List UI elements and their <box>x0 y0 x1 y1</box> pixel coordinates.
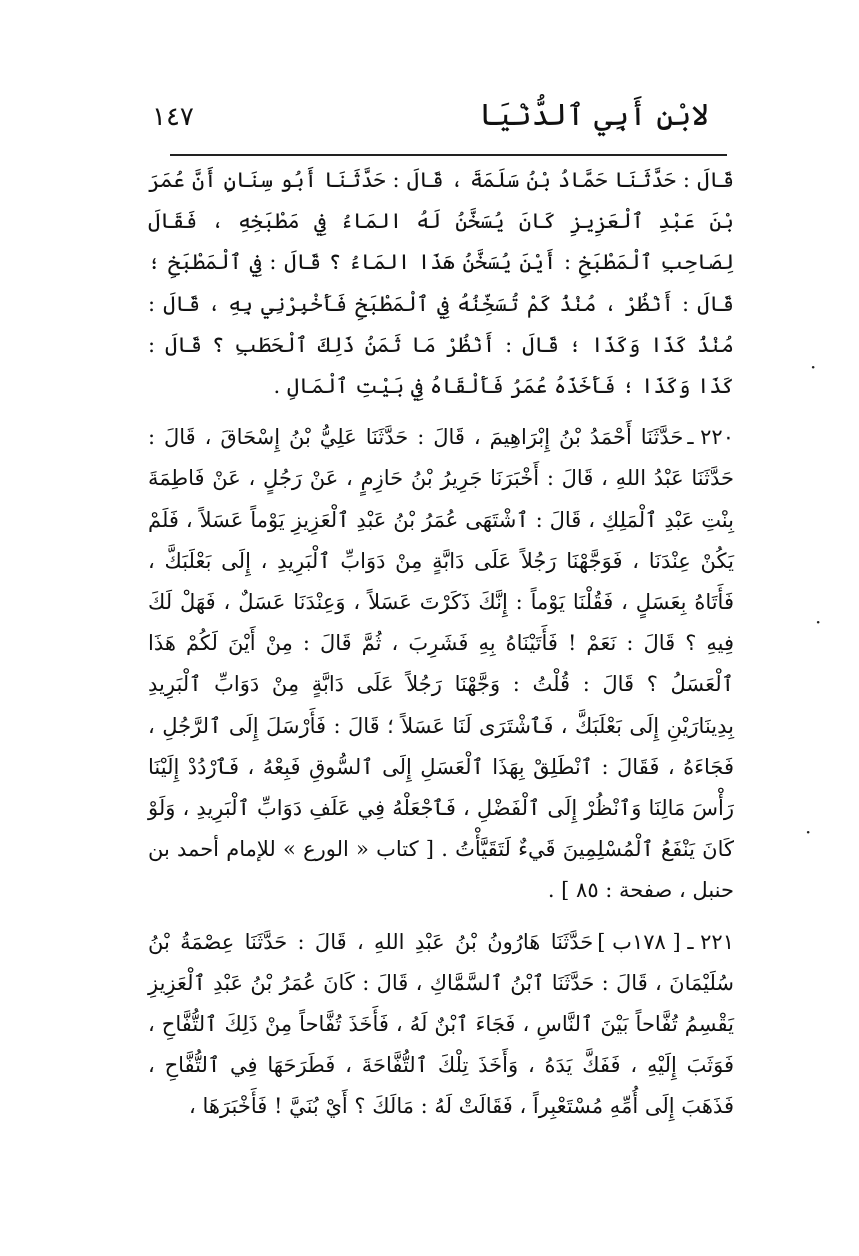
margin-dot-mark: · <box>805 820 812 844</box>
paragraph-221 <box>148 922 734 1128</box>
margin-dot-mark: · <box>815 610 822 634</box>
header-rule <box>170 154 727 156</box>
running-title: لابْنِ أَبِي ٱلدُّنْيَا <box>478 98 709 133</box>
paragraph-text: حَدَّثَنَا أَحْمَدُ بْنُ إِبْرَاهِيمَ ، قَالَ : حَدَّثَنَا عَلِيُّ بْنُ إِسْحَاقَ ، قَالَ : حَدَّثَنَا عَبْدُ اللهِ ، قَالَ : أَخْبَرَنَا جَرِيرُ بْنُ حَازِمٍ ، عَنْ رَجُلٍ ، عَنْ فَاطِمَةَ بِنْتِ عَبْدِ ٱلْمَلِكِ ، قَالَ : ٱشْتَهَى عُمَرُ بْنُ عَبْدِ ٱلْعَزِيزِ يَوْماً عَسَلاً ، فَلَمْ يَكُنْ عِنْدَنَا ، فَوَجَّهْنَا رَجُلاً عَلَى دَابَّةٍ مِنْ دَوَابِّ ٱلْبَرِيدِ ، إِلَى بَعْلَبَكَّ ، فَأَتَاهُ بِعَسَلٍ ، فَقُلْنَا يَوْماً : إِنَّكَ ذَكَرْتَ عَسَلاً ، وَعِنْدَنَا عَسَلٌ ، فَهَلْ لَكَ فِيهِ ؟ قَالَ : نَعَمْ ! فَأَتَيْنَاهُ بِهِ فَشَرِبَ ، ثُمَّ قَالَ : مِنْ أَيْنَ لَكُمْ هَذَا ٱلْعَسَلُ ؟ قَالَ : قُلْتُ : وَجَّهْنَا رَجُلاً عَلَى دَابَّةٍ مِنْ دَوَابِّ ٱلْبَرِيدِ بِدِينَارَيْنِ إِلَى بَعْلَبَكَّ ، فَٱشْتَرَى لَنَا عَسَلاً ؛ قَالَ : فَأَرْسَلَ إِلَى ٱلرَّجُلِ ، فَجَاءَهُ ، فَقَالَ : ٱنْطَلِقْ بِهَذَا ٱلْعَسَلِ إِلَى ٱلسُّوقِ فَبِعْهُ ، فَٱرْدُدْ إِلَيْنَا رَأْسَ مَالِنَا وَٱنْظُرْ إِلَى ٱلْفَضْلِ ، فَٱجْعَلْهُ فِي عَلَفِ دَوَابِّ ٱلْبَرِيدِ ، وَلَوْ كَانَ يَنْفَعُ ٱلْمُسْلِمِينَ قَيءٌ لَتَقَيَّأْتُ . [ كتاب « الورع » للإمام أحمد بن حنبل ، صفحة : ٨٥ ] . <box>148 425 734 903</box>
paragraph-220 <box>148 417 734 911</box>
page-header <box>150 98 709 142</box>
paragraph-number: ٢٢٠ ـ <box>687 425 734 450</box>
paragraph-number: ٢٢١ ـ [ ١٧٨ب ] <box>597 929 734 954</box>
paragraph-continuation: قَالَ : حَدَّثَنَا حَمَّادُ بْنُ سَلَمَةَ ، قَالَ : حَدَّثَنَا أَبُو سِنَانٍ أَنَّ عُمَرَ بْنَ عَبْدِ ٱلْعَزِيزِ كَانَ يُسَخَّنُ لَهُ المَاءُ فِي مَطْبَخِهِ ، فَقَالَ لِصَاحِبِ ٱلْمَطْبَخِ : أَيْنَ يُسَخَّنُ هَذَا المَاءُ ؟ قَالَ : فِي ٱلْمَطْبَخِ ؛ قَالَ : أَنْظُرْ ، مُنْذُ كَمْ تُسَخِّنُهُ فِي ٱلْمَطْبَخِ فَأَخْبِرْنِي بِهِ ، قَالَ : مُنْذُ كَذَا وَكَذَا ؛ قَالَ : أَنْظُرْ مَا ثَمَنُ ذَلِكَ ٱلْحَطَبِ ؟ قَالَ : كَذَا وَكَذَا ؛ فَأَخَذَهُ عُمَرُ فَأَلْقَاهُ فِي بَيْتِ ٱلْمَالِ . <box>148 168 734 399</box>
margin-dot-mark: · <box>810 355 817 379</box>
paragraph-text: حَدَّثَنَا هَارُونُ بْنُ عَبْدِ اللهِ ، قَالَ : حَدَّثَنَا عِصْمَةُ بْنُ سُلَيْمَانَ ، قَالَ : حَدَّثَنَا ٱبْنُ ٱلسَّمَّاكِ ، قَالَ : كَانَ عُمَرُ بْنُ عَبْدِ ٱلْعَزِيزِ يَقْسِمُ تُفَّاحاً بَيْنَ ٱلنَّاسِ ، فَجَاءَ ٱبْنٌ لَهُ ، فَأَخَذَ تُفَّاحاً مِنْ ذَلِكَ ٱلتُّفَّاحِ ، فَوَثَبَ إِلَيْهِ ، فَفَكَّ يَدَهُ ، وَأَخَذَ تِلْكَ ٱلتُّفَّاحَةَ ، فَطَرَحَهَا فِي ٱلتُّفَّاحِ ، فَذَهَبَ إِلَى أُمِّهِ مُسْتَعْبِراً ، فَقَالَتْ لَهُ : مَالَكَ ؟ أَيْ بُنَيَّ ! فَأَخْبَرَهَا ، <box>148 929 734 1119</box>
body-text <box>148 160 734 1138</box>
page-number: ١٤٧ <box>152 102 194 132</box>
